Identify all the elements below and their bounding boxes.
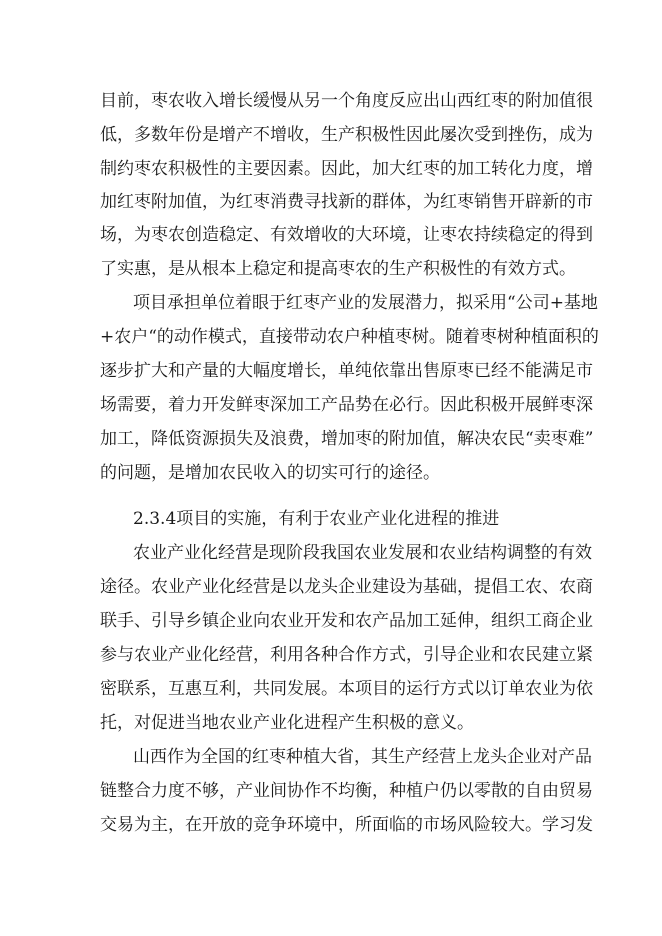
paragraph-line: 托，对促进当地农业产业化进程产生积极的意义。 (100, 713, 474, 733)
paragraph-line: 的问题，是增加农民收入的切实可行的途径。 (100, 463, 440, 483)
paragraph-line: 链整合力度不够，产业间协作不均衡，种植户仍以零散的自由贸易 (100, 781, 593, 801)
paragraph-line: 交易为主，在开放的竞争环境中，所面临的市场风险较大。学习发 (100, 815, 593, 835)
paragraph-line: 山西作为全国的红枣种植大省，其生产经营上龙头企业对产品 (133, 747, 592, 767)
paragraph-line: 场需要，着力开发鲜枣深加工产品势在必行。因此积极开展鲜枣深 (100, 395, 593, 415)
paragraph-line: 加红枣附加值，为红枣消费寻找新的群体，为红枣销售开辟新的市 (100, 192, 593, 212)
paragraph-line: 逐步扩大和产量的大幅度增长，单纯依靠出售原枣已经不能满足市 (100, 361, 593, 381)
paragraph-line: 途径。农业产业化经营是以龙头企业建设为基础，提倡工农、农商 (100, 577, 593, 597)
paragraph-line: 场，为枣农创造稳定、有效增收的大环境，让枣农持续稳定的得到 (100, 225, 593, 245)
paragraph-line: 加工，降低资源损失及浪费，增加枣的附加值，解决农民“卖枣难” (100, 429, 594, 449)
paragraph-line: 制约枣农积极性的主要因素。因此，加大红枣的加工转化力度，增 (100, 159, 593, 179)
paragraph-line: +农户“的动作模式，直接带动农户种植枣树。随着枣树种植面积的 (100, 327, 599, 347)
paragraph-line: 项目承担单位着眼于红枣产业的发展潜力，拟采用“公司+基地 (133, 293, 598, 313)
section-heading: 2.3.4项目的实施，有利于农业产业化进程的推进 (133, 509, 500, 529)
paragraph-line: 了实惠，是从根本上稳定和提高枣农的生产积极性的有效方式。 (100, 259, 576, 279)
paragraph-line: 联手、引导乡镇企业向农业开发和农产品加工延伸，组织工商企业 (100, 611, 593, 631)
paragraph-line: 农业产业化经营是现阶段我国农业发展和农业结构调整的有效 (133, 543, 592, 563)
paragraph-line: 密联系，互惠互利，共同发展。本项目的运行方式以订单农业为依 (100, 679, 593, 699)
paragraph-line: 目前，枣农收入增长缓慢从另一个角度反应出山西红枣的附加值很 (100, 91, 593, 111)
paragraph-line: 低，多数年份是增产不增收，生产积极性因此屡次受到挫伤，成为 (100, 125, 593, 145)
paragraph-line: 参与农业产业化经营，利用各种合作方式，引导企业和农民建立紧 (100, 645, 593, 665)
